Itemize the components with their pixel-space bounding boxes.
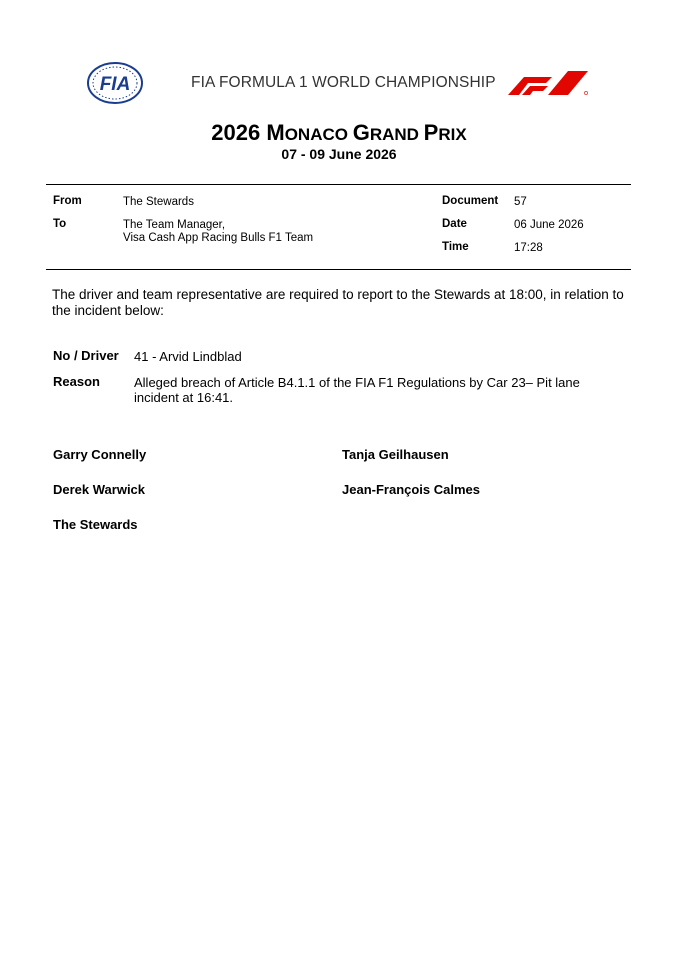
document-number: 57 <box>514 196 527 208</box>
steward-name: Tanja Geilhausen <box>342 447 449 462</box>
time-label: Time <box>442 241 469 253</box>
steward-name: Derek Warwick <box>53 482 146 497</box>
from-value: The Stewards <box>123 196 194 208</box>
date-label: Date <box>442 218 467 230</box>
event-dates: 07 - 09 June 2026 <box>281 146 397 162</box>
time-value: 17:28 <box>514 242 543 254</box>
intro-paragraph: The driver and team representative are required to report to the Stewards at 18:00, in relation to the incident below: <box>52 287 624 318</box>
fia-logo-text: FIA <box>99 74 131 95</box>
stewards-footer: The Stewards <box>53 517 138 532</box>
date-value: 06 June 2026 <box>514 219 584 231</box>
reason-value: Alleged breach of Article B4.1.1 of the FIA F1 Regulations by Car 23– Pit lane incident at 16:41. <box>134 375 580 405</box>
to-value-line2: Visa Cash App Racing Bulls F1 Team <box>123 232 314 244</box>
driver-value: 41 - Arvid Lindblad <box>134 349 242 364</box>
steward-name: Jean-François Calmes <box>342 482 481 497</box>
championship-title: FIA FORMULA 1 WORLD CHAMPIONSHIP <box>191 74 496 91</box>
event-title: 2026 MONACO GRAND PRIX <box>211 120 467 145</box>
document-label: Document <box>442 195 499 207</box>
f1-logo <box>508 71 590 95</box>
fia-logo <box>86 62 144 104</box>
to-value <box>123 219 313 245</box>
from-label: From <box>53 195 82 207</box>
to-value-line1: The Team Manager, <box>123 219 226 231</box>
driver-label: No / Driver <box>53 348 119 363</box>
divider-top <box>46 184 631 185</box>
to-label: To <box>53 218 67 230</box>
steward-name: Garry Connelly <box>53 447 147 462</box>
reason-label: Reason <box>53 374 100 389</box>
divider-bottom <box>46 269 631 270</box>
